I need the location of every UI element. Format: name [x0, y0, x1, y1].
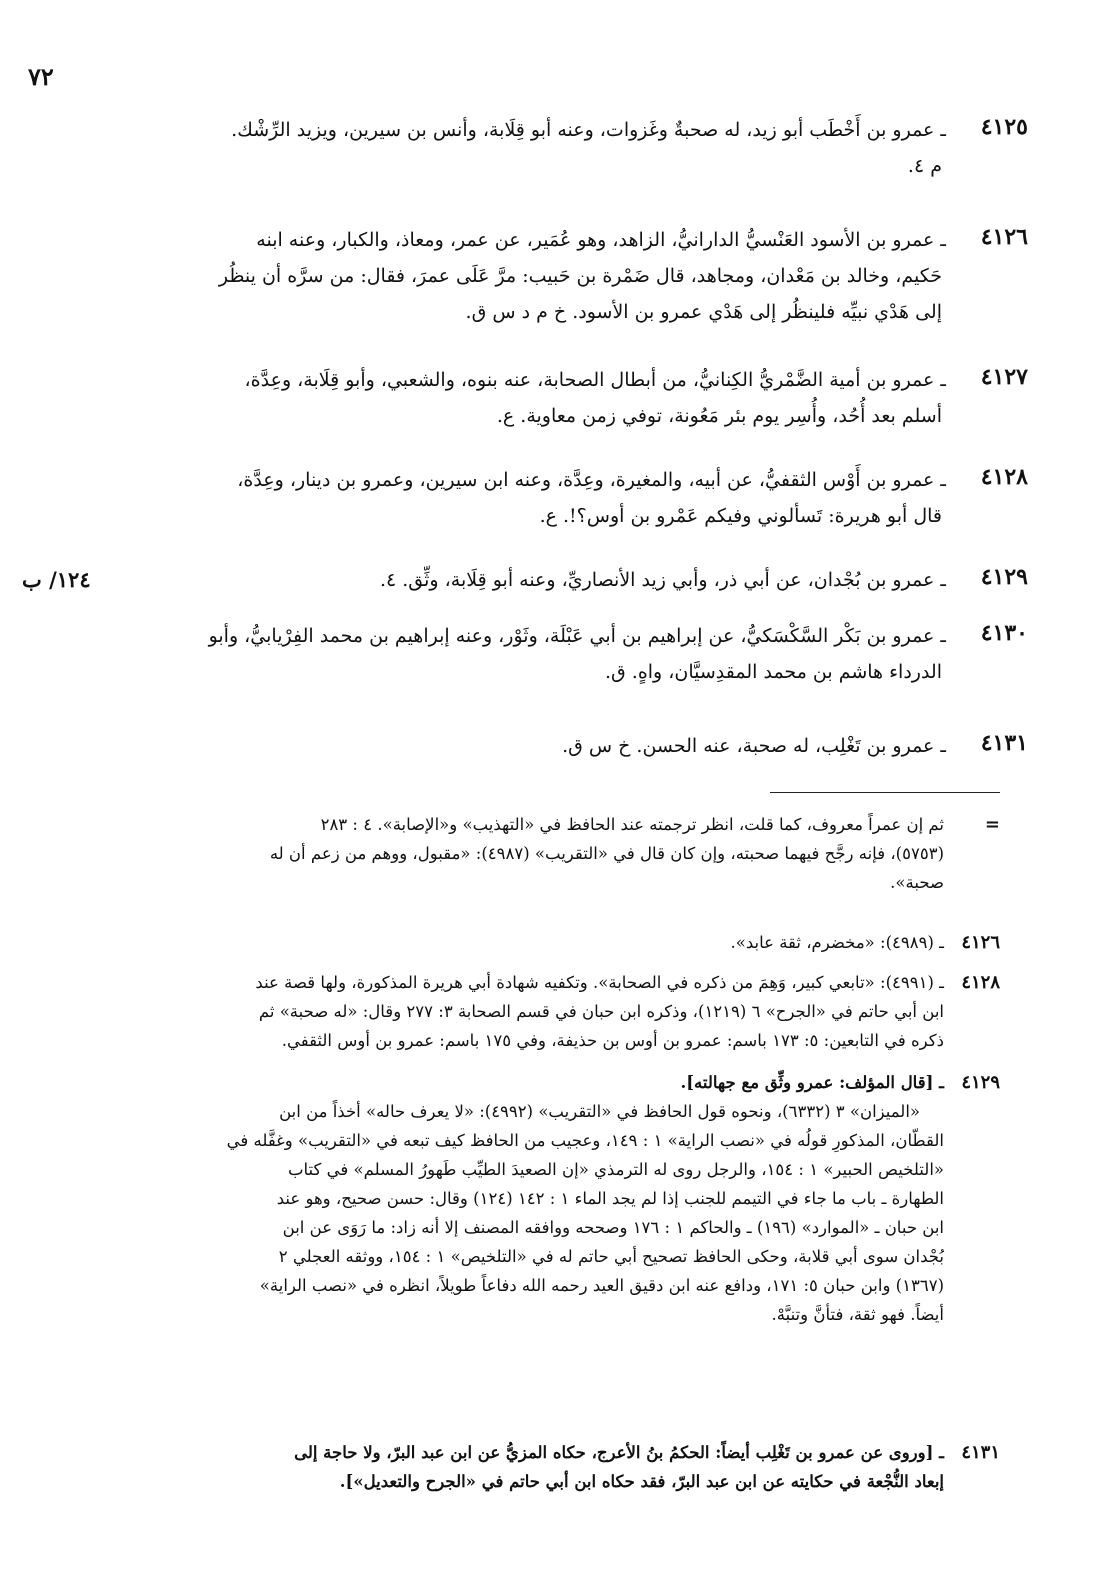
entry-text	[116, 362, 946, 434]
footnote-line: (١٣٦٧) وابن حبان ٥: ١٧١، ودافع عنه ابن دقيق العيد رحمه الله دفاعاً طويلاً، انظره في «نصب الراية»	[259, 1276, 944, 1295]
page-number: ٧٢	[28, 62, 54, 91]
entry-line: ـ عمرو بن بُجْدان، عن أبي ذر، وأبي زيد الأنصاريِّ، وعنه أبو قِلَابة، وثِّق. ٤.	[379, 569, 946, 591]
footnote-line: أيضاً. فهو ثقة، فتأنَّ وتنبَّهْ.	[771, 1305, 944, 1324]
footnote-line: (٥٧٥٣)، فإنه رجَّح فيهما صحبته، وإن كان قال في «التقريب» (٤٩٨٧): «مقبول، ووهم من زعم أن له	[269, 844, 944, 863]
entry-number: ٤١٢٦	[980, 224, 1028, 250]
footnote-line: ـ (٤٩٨٩): «مخضرم، ثقة عابد».	[730, 933, 944, 952]
entry-line: ـ عمرو بن أَوْس الثقفيُّ، عن أبيه، والمغيرة، وعِدَّة، وعنه ابن سيرين، وعمرو بن دينار، وعِدَّة،	[237, 469, 946, 491]
entry-line: أسلم بعد أُحُد، وأُسِر يوم بئر مَعُونة، توفي زمن معاوية. ع.	[496, 405, 942, 427]
entry-line: ـ عمرو بن تَغْلِب، له صحبة، عنه الحسن. خ س ق.	[562, 735, 946, 757]
entry-line: ـ عمرو بن الأسود العَنْسيُّ الدارانيُّ، الزاهد، وهو عُمَير، عن عمر، ومعاذ، والكبار، وعنه ابنه	[256, 229, 946, 251]
footnote-text	[124, 810, 944, 897]
entry-line: ـ عمرو بن أَخْطَب أبو زيد، له صحبةٌ وغَزوات، وعنه أبو قِلَابة، وأنس بن سيرين، ويزيد الرِّشْك.	[231, 119, 946, 141]
entry-line: الدرداء هاشم بن محمد المقدِسيَّان، واهٍ. ق.	[604, 661, 942, 683]
footnote-text	[124, 1068, 944, 1329]
entry-number: ٤١٢٥	[980, 114, 1028, 140]
footnote-heading: ـ [قال المؤلف: عمرو وثِّق مع جهالته].	[680, 1073, 944, 1092]
footnote-text	[124, 1438, 944, 1496]
footnote-line: بُجْدان سوى أبي قلابة، وحكى الحافظ تصحيح أبي حاتم له في «التلخيص» ١ : ١٥٤، ووثقه العجلي ٢	[278, 1247, 944, 1266]
margin-folio-note: ١٢٤/ ب	[22, 567, 91, 592]
entry-line: حَكيم، وخالد بن مَعْدان، ومجاهد، قال ضَمْرة بن حَبيب: مرَّ عَلَى عمرَ، فقال: من سرَّه أن ينظُر	[218, 265, 942, 287]
footnote-line: «الميزان» ٣ (٦٣٣٢)، ونحوه قول الحافظ في «التقريب» (٤٩٩٢): «لا يعرف حاله» أخذاً من ابن	[279, 1102, 920, 1121]
entry-number: ٤١٢٨	[980, 464, 1028, 490]
entry-line: م ٤.	[907, 155, 942, 177]
entry-text	[116, 728, 946, 764]
entry-line: ـ عمرو بن أمية الضَّمْريُّ الكِنانيُّ، من أبطال الصحابة، عنه بنوه، والشعبي، وأبو قِلَابة، وعِدَّة،	[244, 369, 946, 391]
footnote-line: ثم إن عمراً معروف، كما قلت، انظر ترجمته عند الحافظ في «التهذيب» و«الإصابة». ٤ : ٢٨٣	[320, 815, 944, 834]
footnote-text	[124, 968, 944, 1055]
entry-text	[116, 562, 946, 598]
footnote-number: ٤١٢٨	[961, 972, 1000, 993]
footnote-text	[124, 928, 944, 957]
footnote-number: ٤١٢٦	[961, 932, 1000, 953]
entry-text	[116, 222, 946, 330]
entry-number: ٤١٣٠	[980, 620, 1028, 646]
entry-number: ٤١٢٧	[980, 364, 1028, 390]
entry-number: ٤١٣١	[980, 730, 1028, 756]
footnote-line: صحبة».	[890, 873, 944, 892]
entry-line: قال أبو هريرة: تَسألوني وفيكم عَمْرو بن أوس؟!. ع.	[539, 505, 942, 527]
entry-text	[116, 618, 946, 690]
footnote-line: «التلخيص الحبير» ١ : ١٥٤، والرجل روى له الترمذي «إن الصعيدَ الطيِّب طَهورُ المسلم» في كتاب	[288, 1160, 944, 1179]
footnote-number: ٤١٣١	[961, 1442, 1000, 1463]
footnote-number: =	[984, 814, 1000, 835]
entry-line: ـ عمرو بن بَكْر السَّكْسَكيُّ، عن إبراهيم بن أبي عَبْلَة، وثَوْر، وعنه إبراهيم بن محمد الفِرْيابيُّ، وأبو	[208, 625, 946, 647]
footnote-line: ابن أبي حاتم في «الجرح» ٦ (١٢١٩)، وذكره ابن حبان في قسم الصحابة ٣: ٢٧٧ وقال: «له صحبة» ثم	[258, 1002, 944, 1021]
entry-text	[116, 112, 946, 184]
footnote-line: ـ (٤٩٩١): «تابعي كبير، وَهِمَ من ذكره في الصحابة». وتكفيه شهادة أبي هريرة المذكورة، ولها قصة عند	[255, 973, 944, 992]
footnote-line: ـ [وروى عن عمرو بن تَغْلِب أيضاً: الحكمُ بنُ الأعرج، حكاه المزيُّ عن ابن عبد البرّ، ولا حاجة إلى	[294, 1443, 944, 1462]
entry-line: إلى هَدْي نبيِّه فلينظُر إلى هَدْي عمرو بن الأسود. خ م د س ق.	[465, 301, 942, 323]
footnote-line: ابن حبان ـ «الموارد» (١٩٦) ـ والحاكم ١ : ١٧٦ وصححه ووافقه المصنف إلا أنه زاد: ما رَوَى عن ابن	[282, 1218, 944, 1237]
footnote-line: إبعاد النُّجْعة في حكايته عن ابن عبد البرّ، فقد حكاه ابن أبي حاتم في «الجرح والتعديل»].	[339, 1472, 944, 1491]
footnote-separator	[770, 792, 1000, 793]
entry-text	[116, 462, 946, 534]
footnote-line: الطهارة ـ باب ما جاء في التيمم للجنب إذا لم يجد الماء ١ : ١٤٢ (١٢٤) وقال: حسن صحيح، وهو عند	[276, 1189, 944, 1208]
footnote-line: القطّان، المذكورِ قولُه في «نصب الراية» ١ : ١٤٩، وعجيب من الحافظ كيف تبعه في «التقريب» وغفَّله في	[226, 1131, 944, 1150]
footnote-line: ذكره في التابعين: ٥: ١٧٣ باسم: عمرو بن أوس بن حذيفة، وفي ١٧٥ باسم: عمرو بن أوس الثقفي.	[281, 1031, 944, 1050]
entry-number: ٤١٢٩	[980, 564, 1028, 590]
footnote-number: ٤١٢٩	[961, 1072, 1000, 1093]
